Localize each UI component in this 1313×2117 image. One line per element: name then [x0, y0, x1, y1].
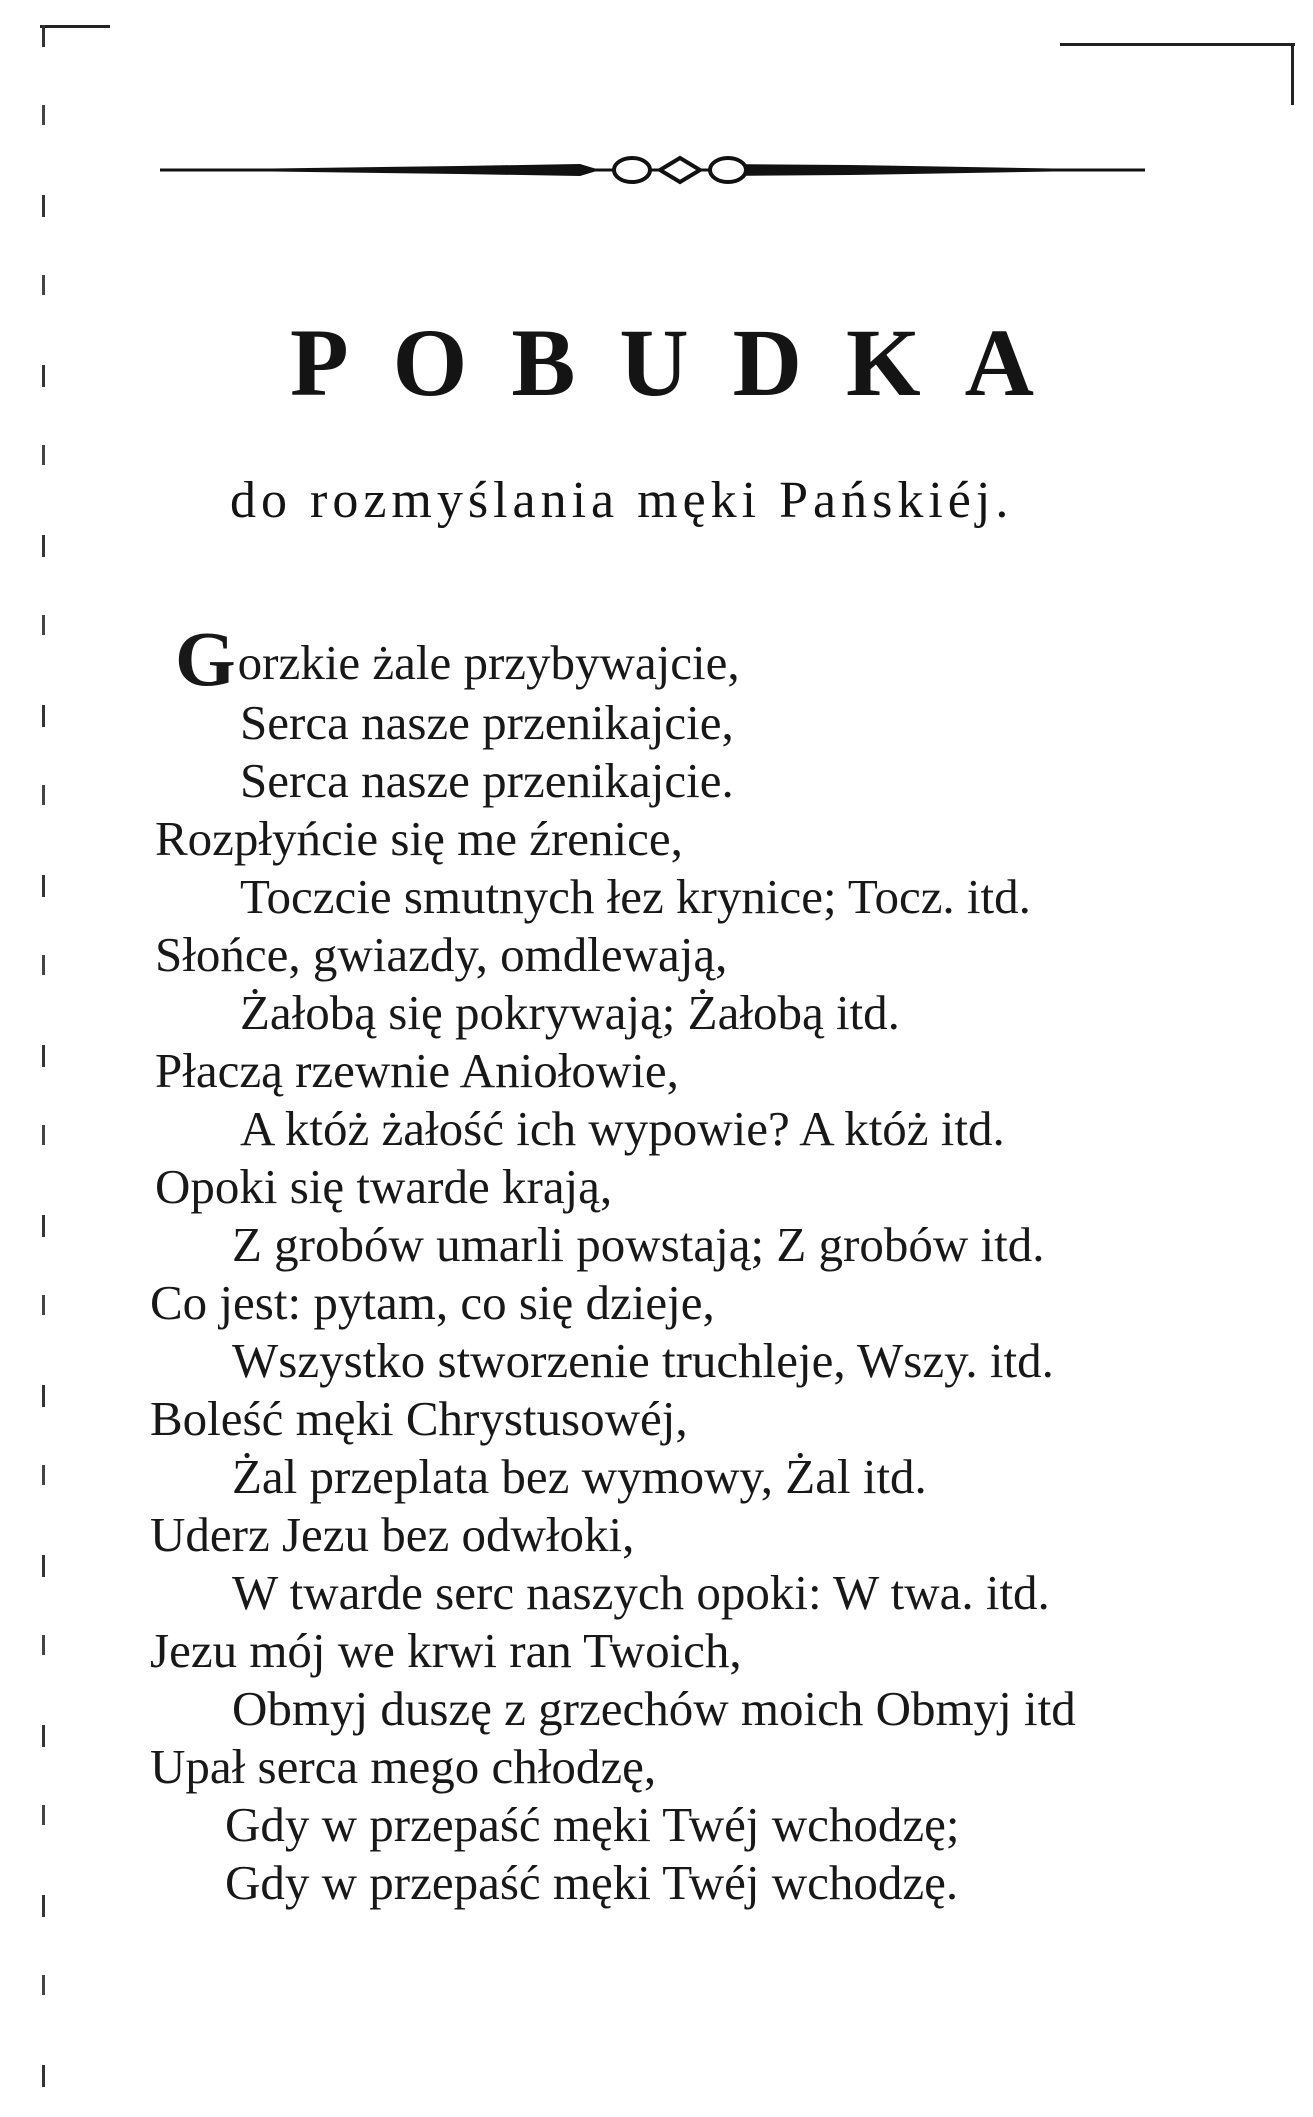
- poem-line: Upał serca mego chłodzę,: [150, 1739, 657, 1794]
- poem-line: [175, 615, 740, 702]
- poem-line: Z grobów umarli powstają; Z grobów itd.: [232, 1217, 1045, 1272]
- page-subtitle: do rozmyślania męki Pańskiéj.: [230, 472, 1014, 529]
- ornamental-divider-icon: [160, 150, 1145, 190]
- poem-line: Serca nasze przenikajcie,: [240, 695, 734, 750]
- poem-line: Gdy w przepaść męki Twéj wchodzę.: [225, 1855, 959, 1910]
- poem-line: Płaczą rzewnie Aniołowie,: [155, 1043, 679, 1098]
- left-margin-marks: [42, 25, 45, 2105]
- poem-line: Co jest: pytam, co się dzieje,: [150, 1275, 715, 1330]
- poem-line: Słońce, gwiazdy, omdlewają,: [155, 927, 728, 982]
- poem-line: Wszystko stworzenie truchleje, Wszy. itd.: [232, 1333, 1054, 1388]
- poem-line: Obmyj duszę z grzechów moich Obmyj itd: [232, 1681, 1076, 1736]
- drop-cap: G: [175, 615, 236, 702]
- poem-line: Żałobą się pokrywają; Żałobą itd.: [240, 985, 900, 1040]
- poem-line: Jezu mój we krwi ran Twoich,: [150, 1623, 742, 1678]
- poem-line: Toczcie smutnych łez krynice; Tocz. itd.: [240, 869, 1031, 924]
- poem-line: Gdy w przepaść męki Twéj wchodzę;: [225, 1797, 960, 1852]
- poem-line: Uderz Jezu bez odwłoki,: [150, 1507, 635, 1562]
- top-right-border-line: [1060, 43, 1295, 46]
- poem-line: Serca nasze przenikajcie.: [240, 753, 734, 808]
- page-title: POBUDKA: [290, 309, 1078, 416]
- poem-line: Rozpłyńcie się me źrenice,: [155, 811, 683, 866]
- right-border-line: [1291, 45, 1294, 105]
- poem-line: Opoki się twarde krają,: [155, 1159, 613, 1214]
- poem-line: Boleść męki Chrystusowéj,: [150, 1391, 688, 1446]
- top-left-border-line: [40, 25, 110, 28]
- poem-line: W twarde serc naszych opoki: W twa. itd.: [232, 1565, 1050, 1620]
- poem-line: A któż żałość ich wypowie? A któż itd.: [240, 1101, 1005, 1156]
- poem-line: Żal przeplata bez wymowy, Żal itd.: [232, 1449, 927, 1504]
- poem-line-text: orzkie żale przybywajcie,: [237, 635, 740, 690]
